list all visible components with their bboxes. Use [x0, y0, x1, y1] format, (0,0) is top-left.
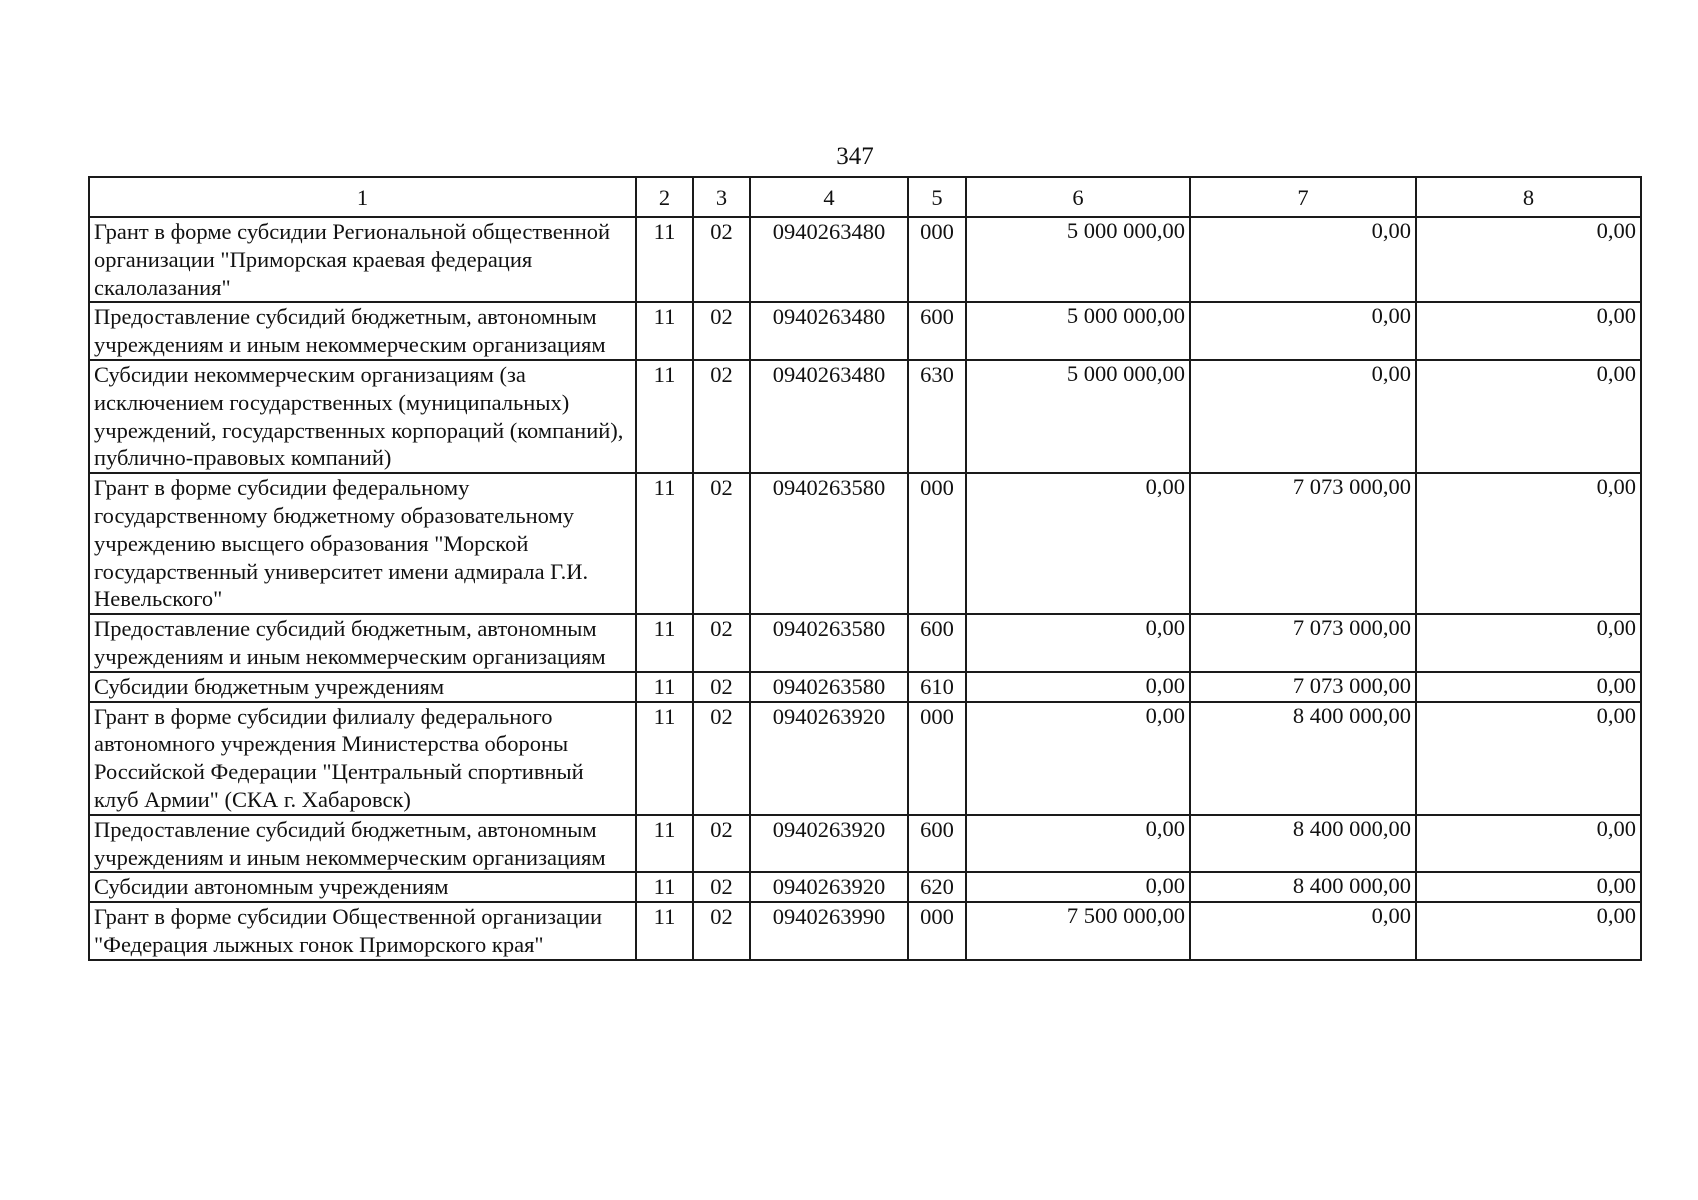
- amount-col-6: [966, 217, 1190, 302]
- amount-value: 5 000 000,00: [1066, 218, 1185, 243]
- subsection-code: 02: [693, 302, 750, 360]
- amount-col-6: [966, 360, 1190, 473]
- subsection-code: 02: [693, 902, 750, 960]
- amount-value: 0,00: [1596, 218, 1636, 243]
- amount-col-7: [1190, 360, 1416, 473]
- section-code: 11: [636, 360, 693, 473]
- amount-value: 5 000 000,00: [1066, 360, 1185, 386]
- subsection-code: 02: [693, 815, 750, 873]
- amount-value: 7 073 000,00: [1292, 474, 1411, 500]
- column-header-6: 6: [966, 177, 1190, 217]
- amount-value: 0,00: [1596, 702, 1636, 728]
- column-header-1: 1: [89, 177, 636, 217]
- amount-col-8: [1416, 672, 1641, 702]
- target-article-code: 0940263580: [750, 614, 908, 672]
- expense-type-code: 000: [908, 702, 966, 815]
- amount-col-7: [1190, 902, 1416, 960]
- amount-value: 8 400 000,00: [1292, 873, 1411, 899]
- amount-value: 0,00: [1371, 903, 1411, 929]
- amount-col-7: [1190, 702, 1416, 815]
- target-article-code: 0940263580: [750, 473, 908, 614]
- table-row: [89, 614, 1641, 672]
- target-article-code: 0940263580: [750, 672, 908, 702]
- section-code: 11: [636, 302, 693, 360]
- target-article-code: 0940263480: [750, 302, 908, 360]
- amount-value: 0,00: [1145, 873, 1185, 899]
- amount-col-7: [1190, 302, 1416, 360]
- amount-col-6: [966, 902, 1190, 960]
- column-header-5: 5: [908, 177, 966, 217]
- section-code: 11: [636, 614, 693, 672]
- amount-col-8: [1416, 902, 1641, 960]
- amount-col-8: [1416, 702, 1641, 815]
- amount-col-8: [1416, 302, 1641, 360]
- amount-col-7: [1190, 614, 1416, 672]
- table-row: [89, 872, 1641, 902]
- amount-col-8: [1416, 217, 1641, 302]
- amount-col-6: [966, 473, 1190, 614]
- amount-col-8: [1416, 614, 1641, 672]
- amount-col-6: [966, 872, 1190, 902]
- amount-col-6: [966, 815, 1190, 873]
- expense-type-code: 610: [908, 672, 966, 702]
- amount-value: 5 000 000,00: [1066, 303, 1185, 329]
- amount-value: 7 500 000,00: [1066, 903, 1185, 929]
- amount-value: 0,00: [1145, 702, 1185, 728]
- amount-value: 0,00: [1145, 672, 1185, 698]
- amount-col-6: [966, 302, 1190, 360]
- subsection-code: 02: [693, 872, 750, 902]
- table-row: [89, 815, 1641, 873]
- target-article-code: 0940263920: [750, 702, 908, 815]
- amount-value: 0,00: [1145, 474, 1185, 500]
- table-row: [89, 672, 1641, 702]
- expense-type-code: 620: [908, 872, 966, 902]
- row-name: Предоставление субсидий бюджетным, автономным учреждениям и иным некоммерческим организациям: [89, 614, 636, 672]
- row-name: Грант в форме субсидии федеральному государственному бюджетному образовательному учреждению высщего образования "Морской государственный университет имени адмирала Г.И. Невельского": [89, 473, 636, 614]
- amount-value: 8 400 000,00: [1292, 702, 1411, 728]
- amount-value: 7 073 000,00: [1292, 615, 1411, 641]
- column-header-3: 3: [693, 177, 750, 217]
- row-name: Предоставление субсидий бюджетным, автономным учреждениям и иным некоммерческим организациям: [89, 302, 636, 360]
- amount-col-6: [966, 614, 1190, 672]
- page-number: 347: [836, 143, 874, 170]
- amount-col-8: [1416, 872, 1641, 902]
- amount-value: 0,00: [1145, 815, 1185, 841]
- row-name: Субсидии некоммерческим организациям (за исключением государственных (муниципальных) учреждений, государственных корпораций (компаний), публично-правовых компаний): [89, 360, 636, 473]
- subsection-code: 02: [693, 614, 750, 672]
- column-header-7: 7: [1190, 177, 1416, 217]
- section-code: 11: [636, 702, 693, 815]
- target-article-code: 0940263990: [750, 902, 908, 960]
- amount-value: 8 400 000,00: [1292, 815, 1411, 841]
- section-code: 11: [636, 902, 693, 960]
- subsection-code: 02: [693, 672, 750, 702]
- expense-type-code: 630: [908, 360, 966, 473]
- amount-value: 0,00: [1596, 303, 1636, 329]
- section-code: 11: [636, 872, 693, 902]
- table-row: [89, 217, 1641, 302]
- expense-type-code: 600: [908, 302, 966, 360]
- budget-table: [88, 176, 1642, 961]
- row-name: Предоставление субсидий бюджетным, автономным учреждениям и иным некоммерческим организациям: [89, 815, 636, 873]
- section-code: 11: [636, 815, 693, 873]
- table-row: [89, 302, 1641, 360]
- target-article-code: 0940263920: [750, 815, 908, 873]
- expense-type-code: 000: [908, 473, 966, 614]
- amount-col-7: [1190, 217, 1416, 302]
- subsection-code: 02: [693, 217, 750, 302]
- subsection-code: 02: [693, 360, 750, 473]
- section-code: 11: [636, 217, 693, 302]
- section-code: 11: [636, 672, 693, 702]
- target-article-code: 0940263480: [750, 217, 908, 302]
- subsection-code: 02: [693, 702, 750, 815]
- amount-value: 0,00: [1596, 474, 1636, 500]
- row-name: Субсидии автономным учреждениям: [89, 872, 636, 902]
- amount-col-6: [966, 672, 1190, 702]
- amount-value: 0,00: [1371, 218, 1411, 243]
- amount-col-8: [1416, 473, 1641, 614]
- subsection-code: 02: [693, 473, 750, 614]
- expense-type-code: 000: [908, 217, 966, 302]
- amount-value: 0,00: [1596, 873, 1636, 899]
- amount-col-7: [1190, 473, 1416, 614]
- row-name: Грант в форме субсидии Региональной общественной организации "Приморская краевая федерация скалолазания": [89, 217, 636, 302]
- amount-value: 0,00: [1596, 615, 1636, 641]
- amount-col-8: [1416, 360, 1641, 473]
- row-name: Грант в форме субсидии Общественной организации "Федерация лыжных гонок Приморского края": [89, 902, 636, 960]
- expense-type-code: 000: [908, 902, 966, 960]
- amount-col-7: [1190, 815, 1416, 873]
- table-row: [89, 360, 1641, 473]
- row-name: Грант в форме субсидии филиалу федерального автономного учреждения Министерства обороны Российской Федерации "Центральный спортивный клуб Армии" (СКА г. Хабаровск): [89, 702, 636, 815]
- table-row: [89, 473, 1641, 614]
- target-article-code: 0940263920: [750, 872, 908, 902]
- expense-type-code: 600: [908, 614, 966, 672]
- row-name: Субсидии бюджетным учреждениям: [89, 672, 636, 702]
- table-row: [89, 702, 1641, 815]
- amount-value: 0,00: [1596, 903, 1636, 929]
- column-header-8: 8: [1416, 177, 1641, 217]
- amount-value: 0,00: [1145, 615, 1185, 641]
- amount-col-8: [1416, 815, 1641, 873]
- amount-value: 7 073 000,00: [1292, 672, 1411, 698]
- section-code: 11: [636, 473, 693, 614]
- column-header-2: 2: [636, 177, 693, 217]
- amount-value: 0,00: [1371, 303, 1411, 329]
- column-header-4: 4: [750, 177, 908, 217]
- amount-value: 0,00: [1596, 360, 1636, 386]
- amount-col-6: [966, 702, 1190, 815]
- table-row: [89, 902, 1641, 960]
- header-row: [89, 177, 1641, 217]
- expense-type-code: 600: [908, 815, 966, 873]
- amount-value: 0,00: [1371, 360, 1411, 386]
- target-article-code: 0940263480: [750, 360, 908, 473]
- amount-value: 0,00: [1596, 815, 1636, 841]
- amount-col-7: [1190, 872, 1416, 902]
- amount-col-7: [1190, 672, 1416, 702]
- amount-value: 0,00: [1596, 672, 1636, 698]
